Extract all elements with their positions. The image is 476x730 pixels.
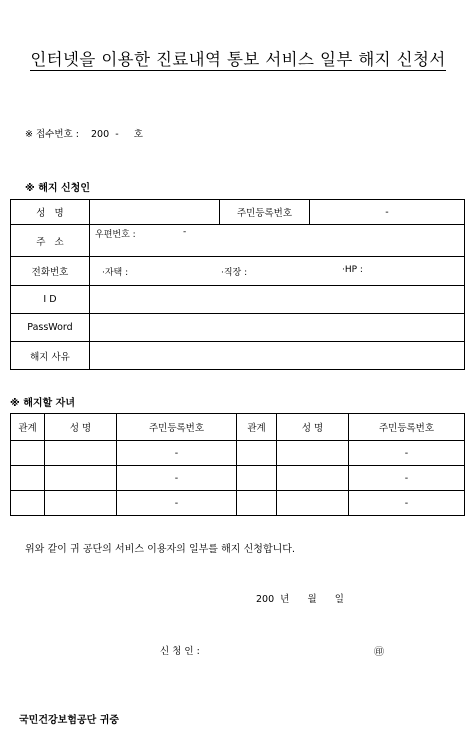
header-relation-2: 관계 [237, 414, 277, 441]
declaration-text: 위와 같이 귀 공단의 서비스 이용자의 일부를 해지 신청합니다. [25, 544, 296, 555]
child-rrn-field[interactable]: - [117, 441, 237, 466]
reason-label: 해지 사유 [11, 342, 90, 370]
name-label: 성 명 [11, 200, 90, 225]
form-title [10, 46, 466, 70]
receipt-label: ※ 접수번호 : [25, 129, 79, 140]
child-relation-field[interactable] [11, 441, 45, 466]
header-name-2: 성 명 [277, 414, 349, 441]
address-label: 주 소 [11, 225, 90, 257]
id-label: I D [11, 286, 90, 314]
child-name-field[interactable] [277, 491, 349, 516]
child-relation-field[interactable] [237, 466, 277, 491]
child-rrn-field[interactable]: - [117, 491, 237, 516]
receipt-value: 200 - 호 [91, 129, 143, 140]
child-relation-field[interactable] [237, 491, 277, 516]
child-rrn-field[interactable]: - [117, 466, 237, 491]
header-rrn-2: 주민등록번호 [349, 414, 465, 441]
reason-field[interactable] [90, 342, 465, 370]
date-line: 200 년 월 일 [256, 594, 344, 605]
rrn-dash: - [385, 206, 389, 218]
phone-field[interactable] [90, 257, 465, 286]
child-rrn-field[interactable]: - [349, 441, 465, 466]
name-field[interactable] [90, 200, 220, 225]
receipt-number [25, 126, 143, 140]
form-title-text: 인터넷을 이용한 진료내역 통보 서비스 일부 해지 신청서 [30, 50, 446, 69]
children-table [10, 413, 465, 516]
child-name-field[interactable] [45, 491, 117, 516]
password-field[interactable] [90, 314, 465, 342]
id-field[interactable] [90, 286, 465, 314]
address-field[interactable] [90, 225, 465, 257]
child-rrn-field[interactable]: - [349, 491, 465, 516]
phone-label: 전화번호 [11, 257, 90, 286]
child-relation-field[interactable] [237, 441, 277, 466]
header-relation-1: 관계 [11, 414, 45, 441]
child-name-field[interactable] [45, 466, 117, 491]
password-label: PassWord [11, 314, 90, 342]
child-relation-field[interactable] [11, 491, 45, 516]
child-name-field[interactable] [277, 441, 349, 466]
rrn-field[interactable] [310, 200, 465, 225]
header-rrn-1: 주민등록번호 [117, 414, 237, 441]
section-applicant-heading: ※ 해지 신청인 [25, 183, 90, 194]
header-name-1: 성 명 [45, 414, 117, 441]
rrn-label: 주민등록번호 [220, 200, 310, 225]
applicant-label: 신 청 인 : [160, 646, 200, 657]
seal-icon: ㊞ [374, 647, 384, 658]
child-relation-field[interactable] [11, 466, 45, 491]
phone-hp-label: ·HP : [342, 265, 363, 275]
child-name-field[interactable] [45, 441, 117, 466]
table-row [11, 466, 465, 491]
postal-label: 우편번호 : [95, 230, 136, 240]
applicant-table [10, 199, 465, 370]
section-children-heading: ※ 해지할 자녀 [10, 398, 75, 409]
phone-home-label: ·자택 : [102, 268, 129, 278]
table-row [11, 441, 465, 466]
child-rrn-field[interactable]: - [349, 466, 465, 491]
table-row [11, 491, 465, 516]
child-name-field[interactable] [277, 466, 349, 491]
footer-recipient: 국민건강보험공단 귀중 [19, 715, 120, 726]
postal-dash: - [183, 227, 187, 237]
phone-work-label: ·직장 : [221, 268, 248, 278]
